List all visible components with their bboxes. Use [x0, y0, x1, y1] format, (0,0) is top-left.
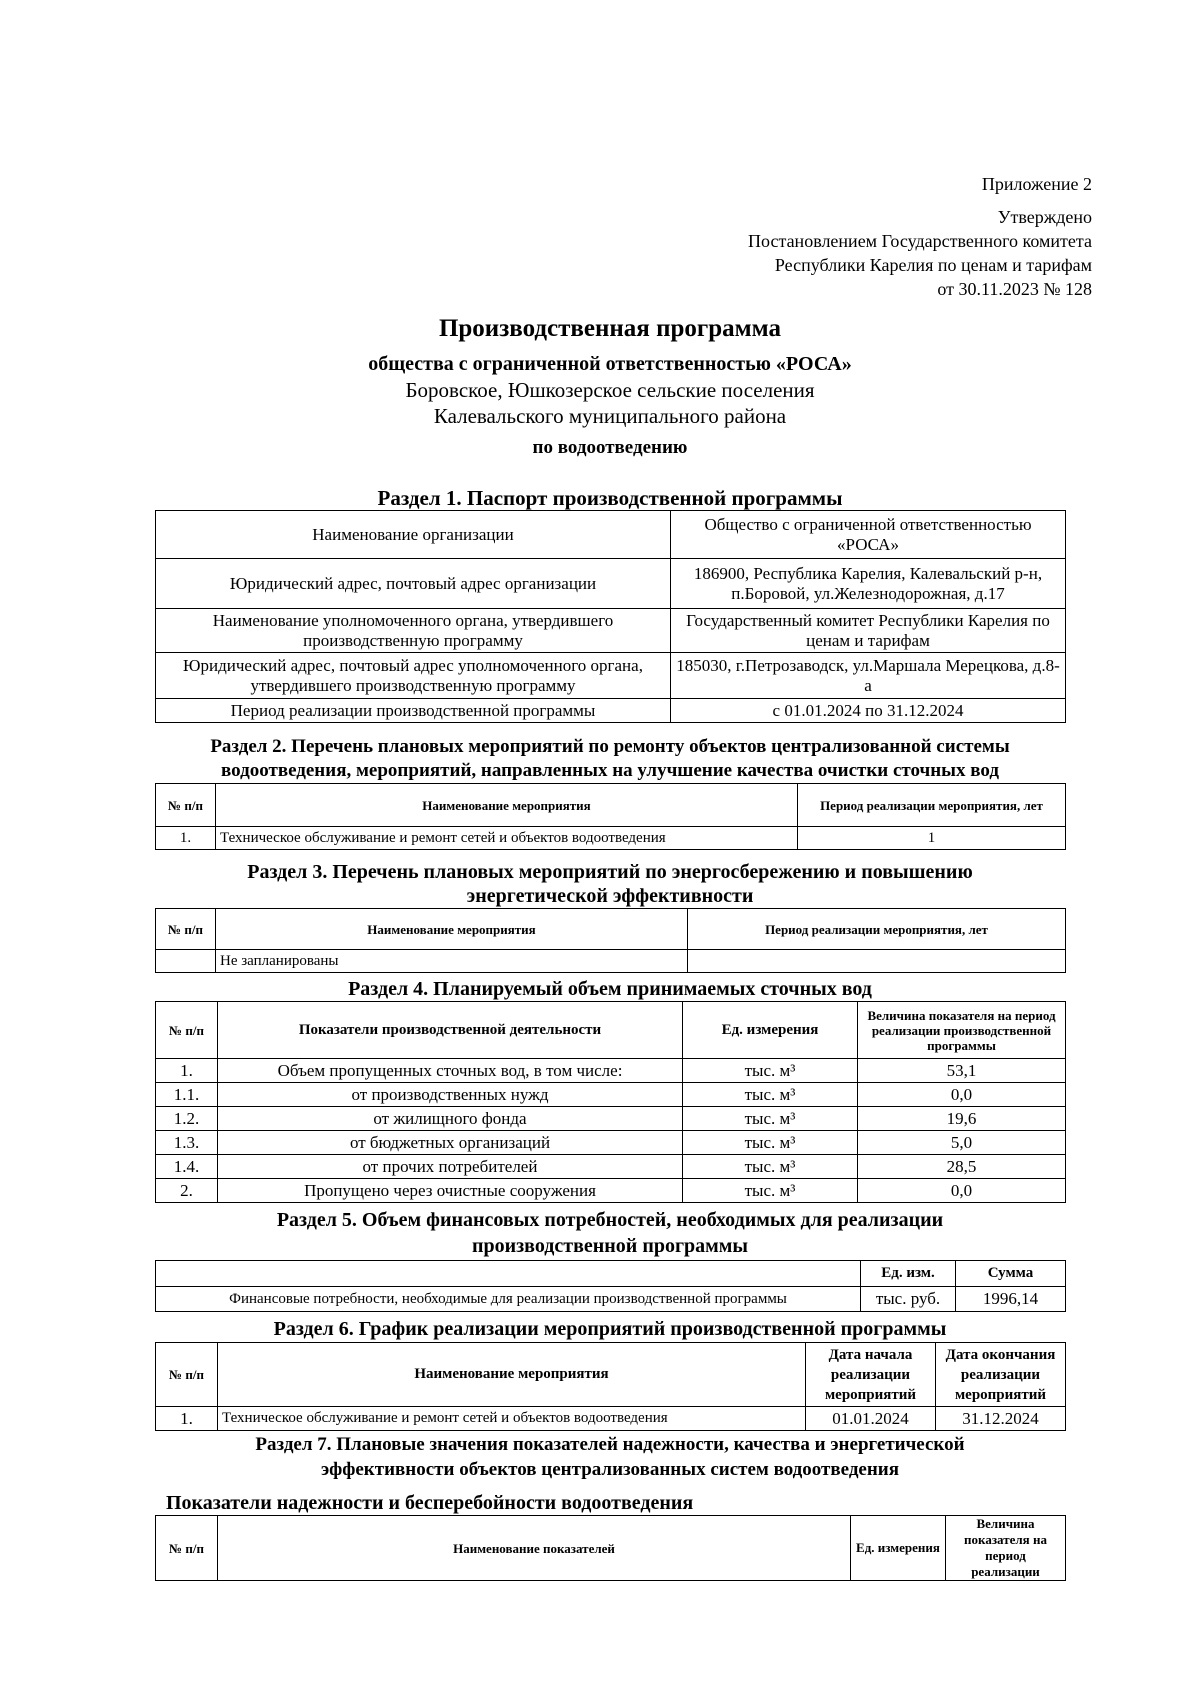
- row-num: 1.1.: [156, 1083, 218, 1107]
- table-header-row: [156, 1002, 1066, 1059]
- table-row: [156, 1131, 1066, 1155]
- row-num: 1.4.: [156, 1155, 218, 1179]
- table-header-row: [156, 1343, 1066, 1407]
- row-value: 19,6: [858, 1107, 1066, 1131]
- document-title-block: [155, 314, 1065, 461]
- section-5-title-line-1: Раздел 5. Объем финансовых потребностей, необходимых для реализации: [276, 1209, 944, 1231]
- passport-value: Государственный комитет Республики Карелия по ценам и тарифам: [671, 609, 1066, 653]
- table-row: [156, 1179, 1066, 1203]
- section-6-title: Раздел 6. График реализации мероприятий производственной программы: [273, 1318, 947, 1340]
- col-header-indicator: Показатели производственной деятельности: [218, 1002, 683, 1059]
- table-header-row: [156, 1261, 1066, 1287]
- row-unit: тыс. м³: [683, 1107, 858, 1131]
- section-7-title-line-2: эффективности объектов централизованных систем водоотведения: [320, 1459, 900, 1480]
- col-header-name: Наименование мероприятия: [218, 1343, 806, 1407]
- col-header-empty: [156, 1261, 861, 1287]
- row-num: 1.: [156, 1407, 218, 1431]
- section-2-table: [155, 783, 1066, 850]
- approval-line-2: Республики Карелия по ценам и тарифам: [774, 255, 1092, 275]
- section-6-table: [155, 1342, 1066, 1431]
- row-indicator: Объем пропущенных сточных вод, в том числе:: [218, 1059, 683, 1083]
- row-period: 1: [798, 827, 1066, 850]
- section-4-table: [155, 1001, 1066, 1203]
- col-header-unit: Ед. изм.: [861, 1261, 956, 1287]
- row-start: 01.01.2024: [806, 1407, 936, 1431]
- col-header-sum: Сумма: [956, 1261, 1066, 1287]
- row-num: 1.2.: [156, 1107, 218, 1131]
- row-indicator: от прочих потребителей: [218, 1155, 683, 1179]
- section-3-table: [155, 908, 1066, 973]
- table-header-row: [156, 1516, 1066, 1581]
- row-value: 0,0: [858, 1083, 1066, 1107]
- col-header-num: № п/п: [156, 784, 216, 827]
- row-num: [156, 950, 216, 973]
- table-row: [156, 559, 1066, 609]
- col-header-num: № п/п: [156, 1516, 218, 1581]
- table-row: [156, 1107, 1066, 1131]
- passport-value: с 01.01.2024 по 31.12.2024: [671, 699, 1066, 723]
- col-header-name: Наименование мероприятия: [216, 909, 688, 950]
- passport-value: Общество с ограниченной ответственностью «РОСА»: [671, 511, 1066, 559]
- settlement-title: Боровское, Юшкозерское сельские поселения: [405, 378, 815, 402]
- table-row: [156, 827, 1066, 850]
- row-sum: 1996,14: [956, 1287, 1066, 1312]
- row-indicator: от бюджетных организаций: [218, 1131, 683, 1155]
- row-name: Не запланированы: [216, 950, 688, 973]
- col-header-unit: Ед. измерения: [851, 1516, 946, 1581]
- row-name: Техническое обслуживание и ремонт сетей и объектов водоотведения: [218, 1407, 806, 1431]
- row-num: 2.: [156, 1179, 218, 1203]
- row-num: 1.: [156, 1059, 218, 1083]
- table-row: [156, 1155, 1066, 1179]
- row-label: Финансовые потребности, необходимые для реализации производственной программы: [156, 1287, 861, 1312]
- row-unit: тыс. м³: [683, 1059, 858, 1083]
- section-1-title: Раздел 1. Паспорт производственной программы: [377, 486, 843, 510]
- row-unit: тыс. м³: [683, 1131, 858, 1155]
- section-2-title-line-2: водоотведения, мероприятий, направленных на улучшение качества очистки сточных вод: [221, 760, 999, 781]
- row-unit: тыс. м³: [683, 1083, 858, 1107]
- col-header-value: Величина показателя на период реализации: [946, 1516, 1066, 1581]
- row-indicator: от производственных нужд: [218, 1083, 683, 1107]
- row-value: 28,5: [858, 1155, 1066, 1179]
- row-end: 31.12.2024: [936, 1407, 1066, 1431]
- passport-label: Период реализации производственной программы: [156, 699, 671, 723]
- table-row: [156, 653, 1066, 699]
- row-value: 0,0: [858, 1179, 1066, 1203]
- section-5-title-line-2: производственной программы: [471, 1235, 749, 1257]
- appendix-label: Приложение 2: [981, 174, 1092, 194]
- passport-label: Юридический адрес, почтовый адрес организации: [156, 559, 671, 609]
- table-row: [156, 609, 1066, 653]
- program-kind-title: по водоотведению: [532, 437, 688, 458]
- organization-title: общества с ограниченной ответственностью «РОСА»: [368, 353, 852, 375]
- approval-line-1: Постановлением Государственного комитета: [748, 231, 1092, 251]
- approval-line-3: от 30.11.2023 № 128: [937, 279, 1092, 299]
- table-row: [156, 699, 1066, 723]
- passport-value: 186900, Республика Карелия, Калевальский р-н, п.Боровой, ул.Железнодорожная, д.17: [671, 559, 1066, 609]
- section-7-table: [155, 1515, 1066, 1581]
- row-num: 1.: [156, 827, 216, 850]
- passport-label: Юридический адрес, почтовый адрес уполномоченного органа, утвердившего производственную программу: [156, 653, 671, 699]
- row-value: 5,0: [858, 1131, 1066, 1155]
- section-2-title-line-1: Раздел 2. Перечень плановых мероприятий по ремонту объектов централизованной системы: [210, 736, 1010, 757]
- table-header-row: [156, 909, 1066, 950]
- table-row: [156, 1407, 1066, 1431]
- col-header-period: Период реализации мероприятия, лет: [798, 784, 1066, 827]
- passport-value: 185030, г.Петрозаводск, ул.Маршала Мерецкова, д.8-а: [671, 653, 1066, 699]
- row-unit: тыс. м³: [683, 1155, 858, 1179]
- section-5-table: [155, 1260, 1066, 1312]
- row-num: 1.3.: [156, 1131, 218, 1155]
- col-header-unit: Ед. измерения: [683, 1002, 858, 1059]
- table-row: [156, 950, 1066, 973]
- col-header-num: № п/п: [156, 1002, 218, 1059]
- col-header-period: Период реализации мероприятия, лет: [688, 909, 1066, 950]
- section-3-title-line-2: энергетической эффективности: [466, 885, 754, 907]
- col-header-num: № п/п: [156, 1343, 218, 1407]
- row-name: Техническое обслуживание и ремонт сетей и объектов водоотведения: [216, 827, 798, 850]
- table-header-row: [156, 784, 1066, 827]
- table-row: [156, 1059, 1066, 1083]
- section-3-title-line-1: Раздел 3. Перечень плановых мероприятий по энергосбережению и повышению: [247, 861, 973, 883]
- table-row: [156, 1287, 1066, 1312]
- approved-label: Утверждено: [997, 207, 1092, 227]
- col-header-name: Наименование мероприятия: [216, 784, 798, 827]
- col-header-value: Величина показателя на период реализации производственной программы: [858, 1002, 1066, 1059]
- col-header-name: Наименование показателей: [218, 1516, 851, 1581]
- reliability-subheading: Показатели надежности и бесперебойности водоотведения: [166, 1492, 694, 1514]
- table-row: [156, 1083, 1066, 1107]
- approval-block: [748, 172, 1092, 301]
- col-header-num: № п/п: [156, 909, 216, 950]
- passport-label: Наименование уполномоченного органа, утвердившего производственную программу: [156, 609, 671, 653]
- col-header-start: Дата начала реализации мероприятий: [806, 1343, 936, 1407]
- section-7-title-line-1: Раздел 7. Плановые значения показателей надежности, качества и энергетической: [255, 1434, 965, 1455]
- row-value: 53,1: [858, 1059, 1066, 1083]
- passport-label: Наименование организации: [156, 511, 671, 559]
- section-4-title: Раздел 4. Планируемый объем принимаемых сточных вод: [348, 978, 872, 1000]
- row-indicator: от жилищного фонда: [218, 1107, 683, 1131]
- row-indicator: Пропущено через очистные сооружения: [218, 1179, 683, 1203]
- col-header-end: Дата окончания реализации мероприятий: [936, 1343, 1066, 1407]
- district-title: Калевальского муниципального района: [433, 404, 787, 428]
- table-row: [156, 511, 1066, 559]
- row-unit: тыс. руб.: [861, 1287, 956, 1312]
- row-period: [688, 950, 1066, 973]
- row-unit: тыс. м³: [683, 1179, 858, 1203]
- document-title: Производственная программа: [438, 315, 782, 342]
- section-1-table: [155, 510, 1066, 723]
